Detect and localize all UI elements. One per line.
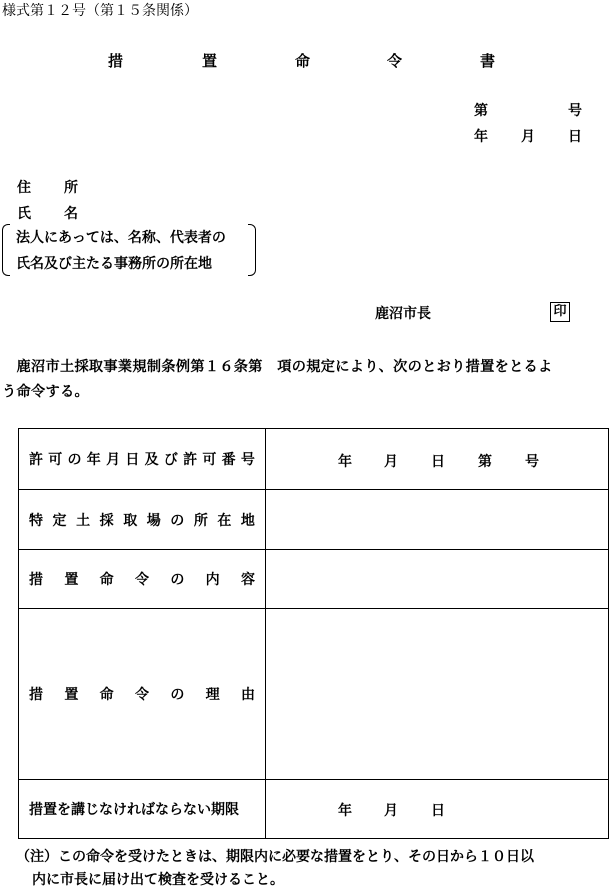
- corporate-note-line: 氏名及び主たる事務所の所在地: [16, 256, 212, 272]
- permit-label: 許 可 の 年 月 日 及 び 許 可 番 号: [29, 452, 255, 468]
- seal-mark: 印: [550, 302, 570, 322]
- location-label: 特 定 土 採 取 場 の 所 在 地: [29, 512, 255, 529]
- issuer-name: 鹿沼市長: [375, 306, 431, 322]
- title-char: 書: [480, 52, 496, 70]
- permit-value-cell[interactable]: [266, 429, 608, 489]
- date-day: 日: [568, 129, 582, 145]
- permit-year: 年: [338, 454, 352, 470]
- date-year: 年: [474, 129, 488, 145]
- deadline-month: 月: [384, 803, 398, 819]
- body-text-line: 鹿沼市土採取事業規制条例第１６条第 項の規定により、次のとおり措置をとるよ: [2, 359, 553, 375]
- corporate-note-line: 法人にあっては、名称、代表者の: [16, 230, 226, 246]
- deadline-label: 措置を講じなければならない期限: [29, 802, 239, 818]
- table-row-content: [19, 550, 608, 609]
- table-row-reason: [19, 609, 608, 780]
- reason-value-cell[interactable]: [266, 609, 608, 779]
- content-label: 措 置 命 令 の 内 容: [29, 572, 255, 588]
- title-char: 置: [202, 52, 218, 70]
- table-row-permit: [19, 429, 608, 490]
- deadline-year: 年: [338, 803, 352, 819]
- left-bracket: [2, 224, 10, 276]
- form-number: 様式第１２号（第１５条関係）: [2, 3, 198, 19]
- reason-label-cell: [19, 609, 266, 779]
- permit-month: 月: [384, 454, 398, 470]
- title-char: 令: [387, 52, 403, 70]
- deadline-value-cell[interactable]: [266, 780, 608, 838]
- location-label-cell: [19, 490, 266, 549]
- title-char: 命: [295, 52, 311, 70]
- doc-number-suffix: 号: [568, 103, 582, 119]
- permit-day: 日: [431, 454, 445, 470]
- permit-no-prefix: 第: [478, 454, 492, 470]
- date-month: 月: [521, 129, 535, 145]
- location-value-cell[interactable]: [266, 490, 608, 549]
- corporate-note-bracket: [2, 224, 256, 276]
- deadline-day: 日: [431, 803, 445, 819]
- content-value-cell[interactable]: [266, 550, 608, 608]
- body-text-line: う命令する。: [2, 384, 89, 400]
- reason-label: 措 置 命 令 の 理 由: [29, 687, 255, 703]
- order-table: [18, 428, 609, 839]
- footnote-line: 内に市長に届け出て検査を受けること。: [32, 872, 284, 888]
- permit-label-cell: [19, 429, 266, 489]
- permit-no-suffix: 号: [525, 454, 539, 470]
- table-row-location: [19, 490, 608, 550]
- table-row-deadline: [19, 780, 608, 838]
- title-char: 措: [108, 52, 124, 70]
- right-bracket: [248, 224, 256, 276]
- doc-number-prefix: 第: [474, 103, 488, 119]
- deadline-label-cell: [19, 780, 266, 838]
- footnote-line: （注）この命令を受けたときは、期限内に必要な措置をとり、その日から１０日以: [16, 849, 534, 865]
- content-label-cell: [19, 550, 266, 608]
